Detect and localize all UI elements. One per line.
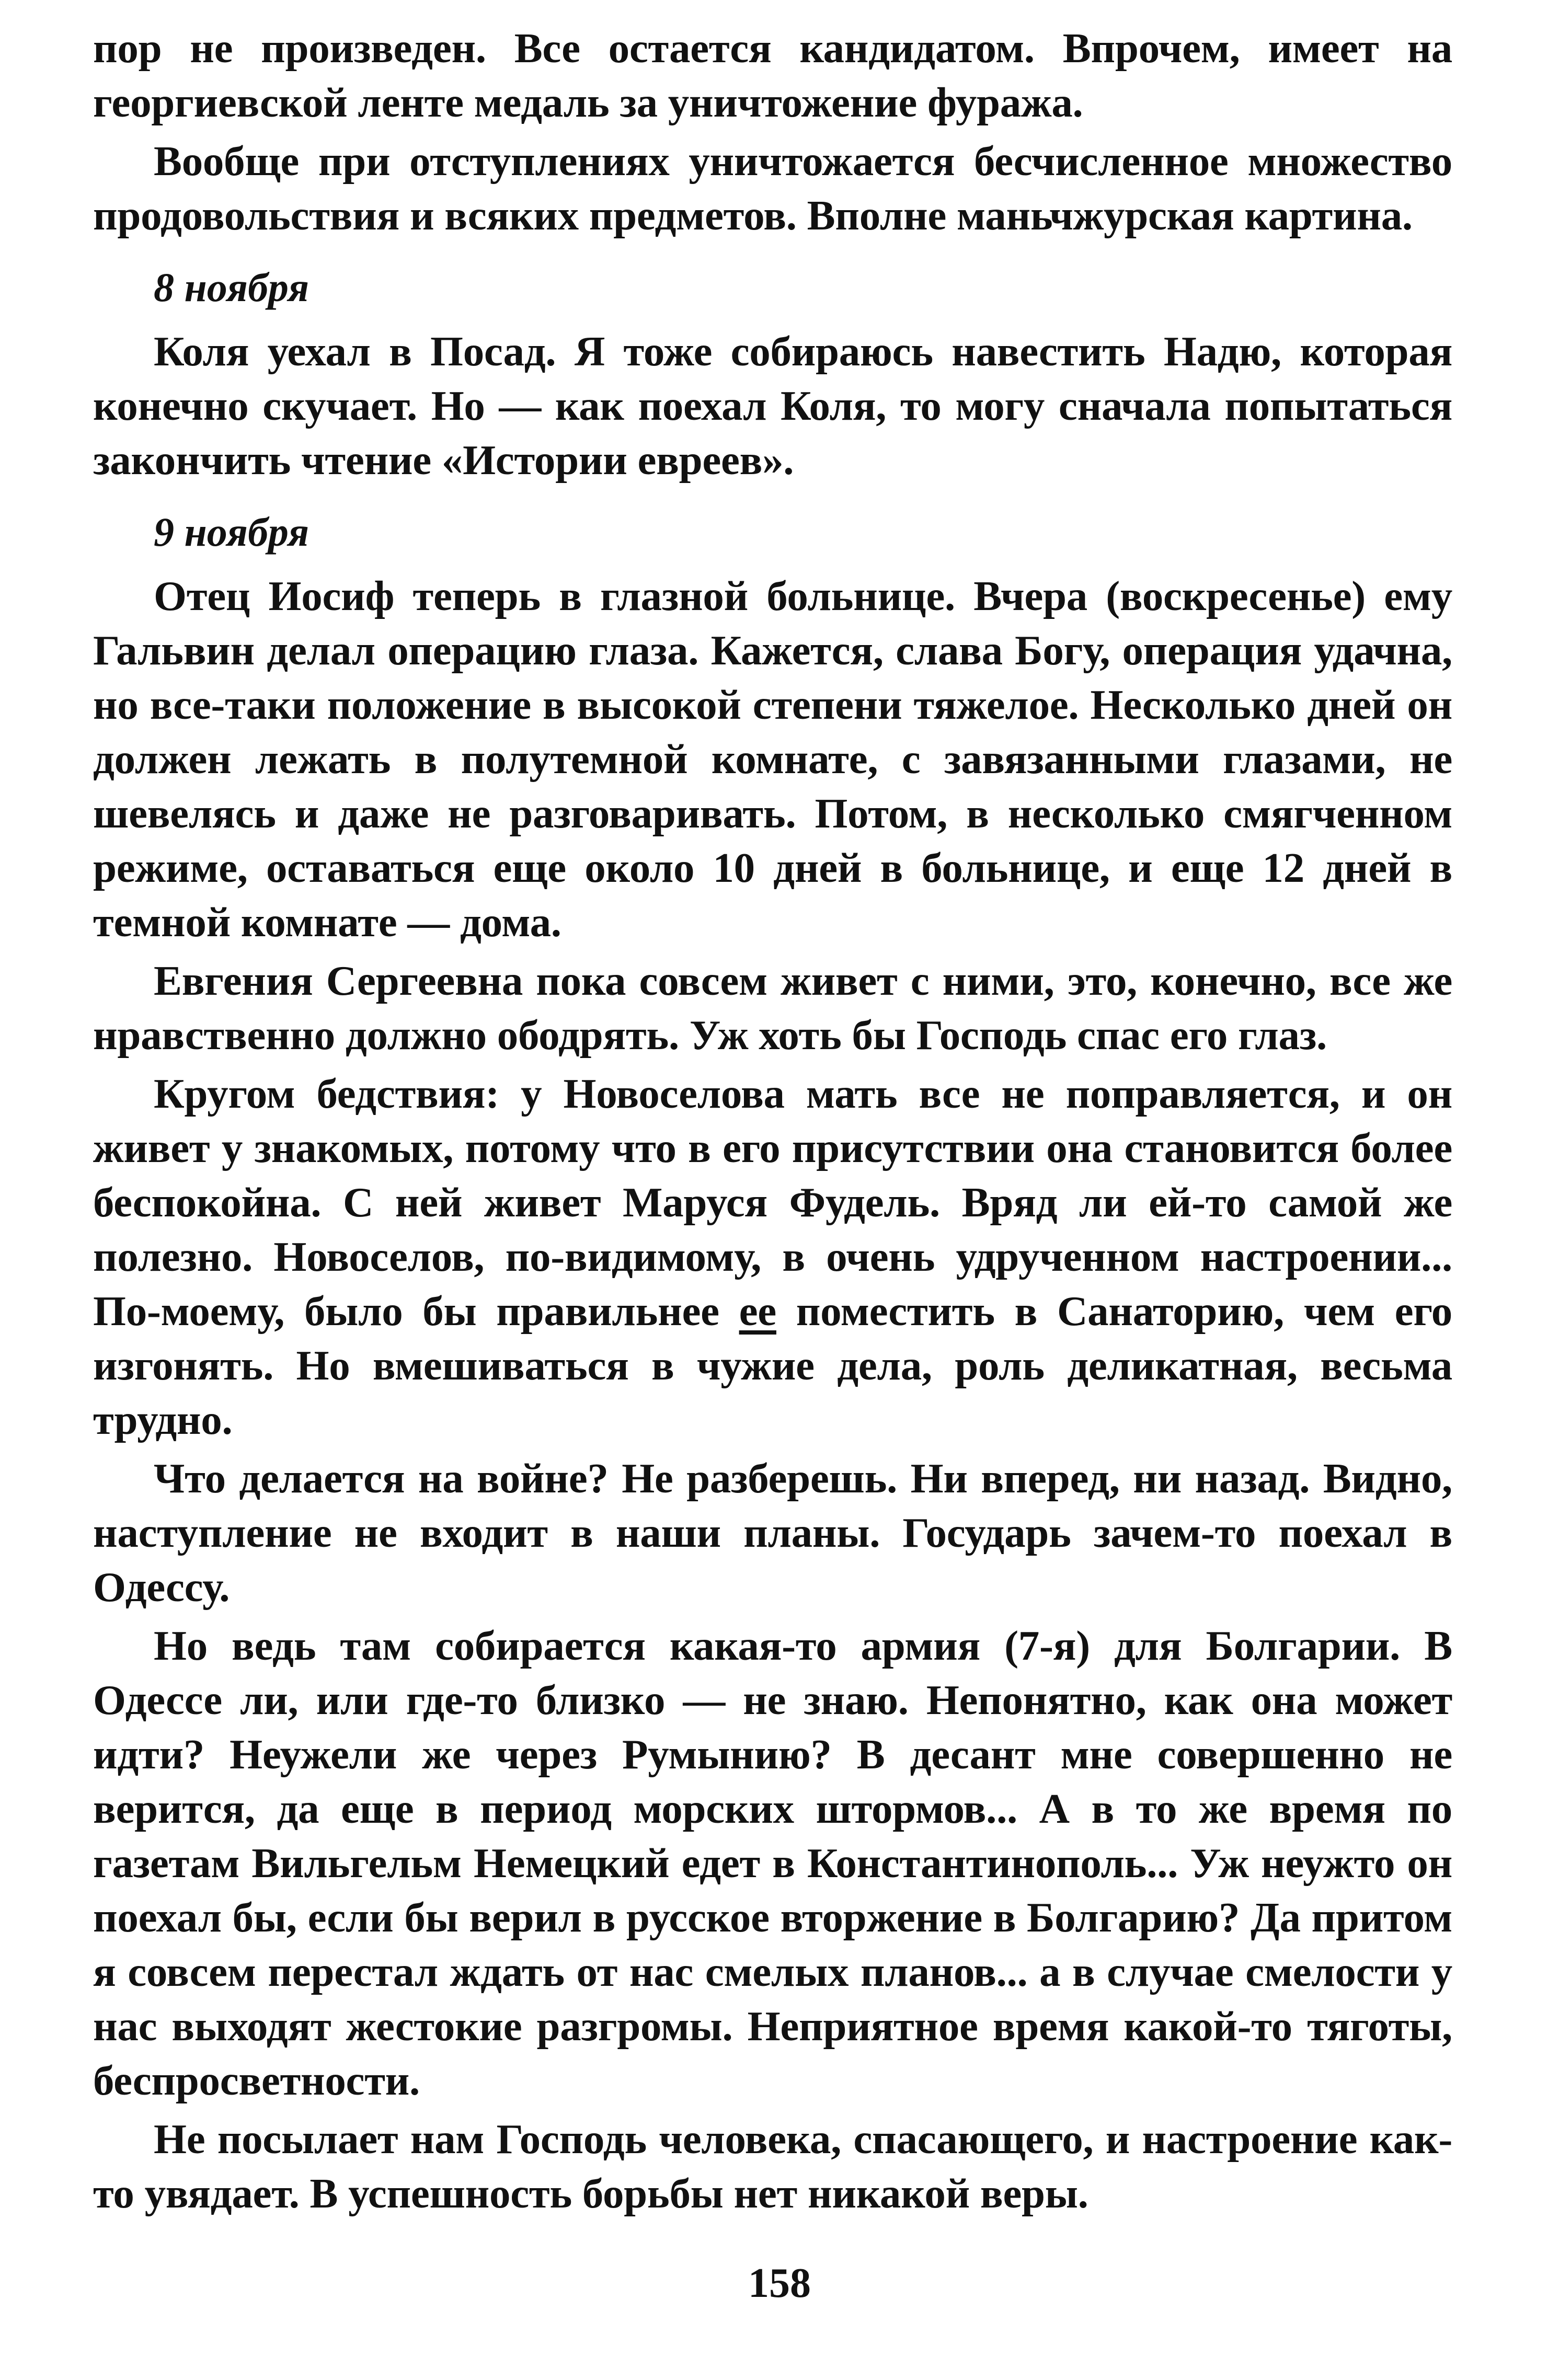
paragraph-novoselov-part2: поместить в Санаторию, чем его изгонять. Но вмешиваться в чужие дела, роль деликатная, весьма трудно. bbox=[93, 1287, 1452, 1443]
paragraph-army: Но ведь там собирается какая-то армия (7-я) для Болгарии. В Одессе ли, или где-то близко — не знаю. Непонятно, как она может идти? Неужели же через Румынию? В десант мне совершенно не верится, да еще в период морских штормов... А в то же время по газетам Вильгельм Немецкий едет в Константинополь... Уж неужто он поехал бы, если бы верил в русское вторжение в Болгарию? Да притом я совсем перестал ждать от нас смелых планов... а в случае смелости у нас выходят жестокие разгромы. Неприятное время какой-то тяготы, беспросветности. bbox=[93, 1622, 1452, 2104]
page-number: 158 bbox=[748, 2260, 811, 2306]
paragraph-novoselov bbox=[93, 1066, 1452, 1447]
underlined-word: ее bbox=[739, 1287, 776, 1335]
entry-date-nov-8: 8 ноября bbox=[154, 265, 309, 310]
document-page bbox=[93, 21, 1452, 2221]
paragraph-retreat: Вообще при отступлениях уничтожается бесчисленное множество продовольствия и всяких предметов. Вполне маньчжурская картина. bbox=[93, 137, 1452, 239]
paragraph-father-iosif: Отец Иосиф теперь в глазной больнице. Вчера (воскресенье) ему Гальвин делал операцию глаза. Кажется, слава Богу, операция удачна, но все-таки положение в высокой степени тяжелое. Несколько дней он должен лежать в полутемной комнате, с завязанными глазами, не шевелясь и даже не разговаривать. Потом, в несколько смягченном режиме, оставаться еще около 10 дней в больнице, и еще 12 дней в темной комнате — дома. bbox=[93, 572, 1452, 946]
entry-date-nov-9: 9 ноября bbox=[154, 509, 309, 555]
paragraph-novoselov-part1: Кругом бедствия: у Новоселова мать все не поправляется, и он живет у знакомых, потому что в его присутствии она становится более беспокойна. С ней живет Маруся Фудель. Вряд ли ей-то самой же полезно. Новоселов, по-видимому, в очень удрученном настроении... По-моему, было бы правильнее bbox=[93, 1070, 1452, 1335]
paragraph-mood: Не посылает нам Господь человека, спасающего, и настроение как-то увядает. В успешность борьбы нет никакой веры. bbox=[93, 2115, 1452, 2217]
paragraph-continuation: пор не произведен. Все остается кандидатом. Впрочем, имеет на георгиевской ленте медаль за уничтожение фуража. bbox=[93, 25, 1452, 126]
paragraph-kolya: Коля уехал в Посад. Я тоже собираюсь навестить Надю, которая конечно скучает. Но — как поехал Коля, то могу сначала попытаться закончить чтение «Истории евреев». bbox=[93, 328, 1452, 484]
paragraph-evgenia: Евгения Сергеевна пока совсем живет с ними, это, конечно, все же нравственно должно ободрять. Уж хоть бы Господь спас его глаз. bbox=[93, 957, 1452, 1059]
paragraph-war: Что делается на войне? Не разберешь. Ни вперед, ни назад. Видно, наступление не входит в наши планы. Государь зачем-то поехал в Одессу. bbox=[93, 1455, 1452, 1611]
